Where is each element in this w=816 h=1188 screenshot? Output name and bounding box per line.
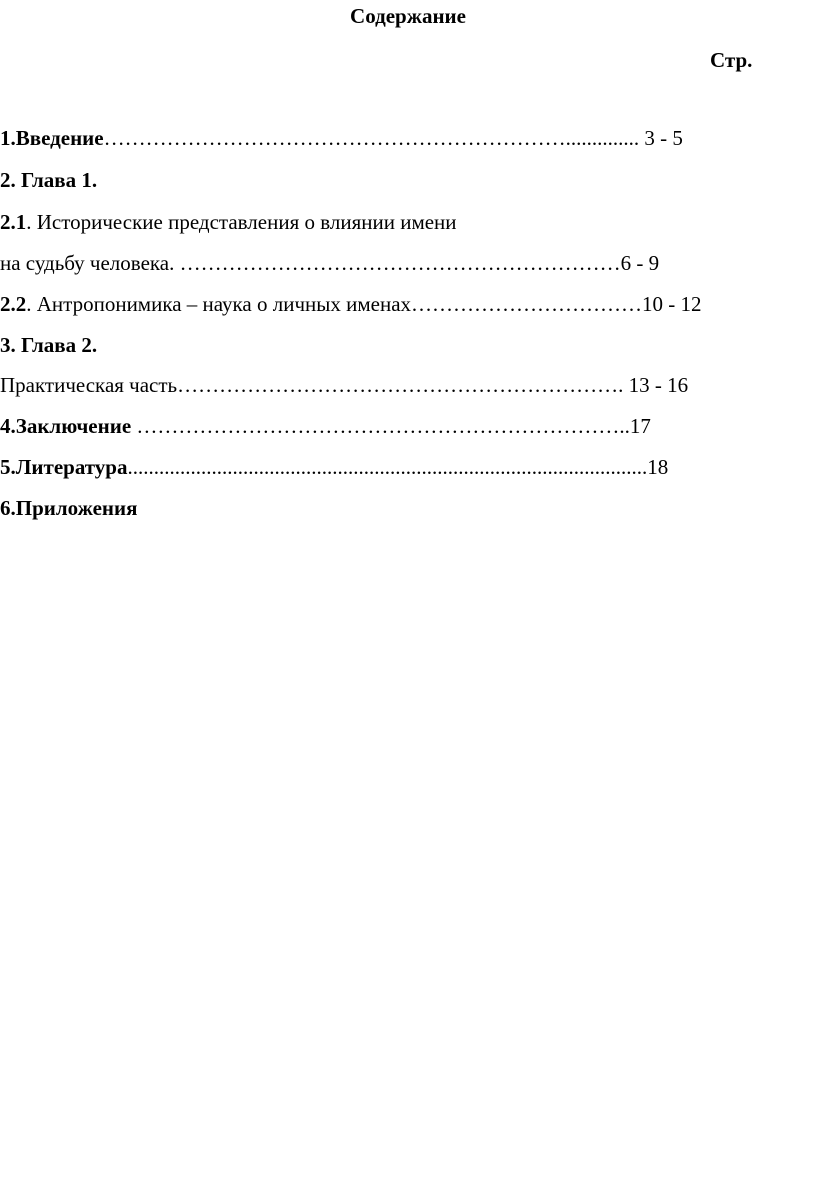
toc-number: 2.1 (0, 210, 27, 234)
document-title: Содержание (350, 4, 466, 28)
toc-dots: ................................................................................................... (127, 455, 648, 479)
toc-label: Введение (15, 126, 104, 150)
toc-number: 4. (0, 414, 16, 438)
toc-label: Практическая часть (0, 373, 178, 397)
toc-pages: 18 (647, 455, 669, 479)
toc-number: 2.2 (0, 292, 27, 316)
toc-pages: 6 - 9 (620, 251, 660, 275)
toc-label: Заключение (15, 414, 132, 438)
toc-number: 5. (0, 455, 16, 479)
toc-pages: 10 - 12 (642, 292, 702, 316)
toc-pages: 3 - 5 (639, 126, 683, 150)
toc-label: . Антропонимика – наука о личных именах (26, 292, 412, 316)
toc-number: 6. (0, 496, 16, 520)
toc-dots: ………………………………………………………. (177, 373, 624, 397)
toc-entry-section-2-1-cont (0, 251, 659, 275)
toc-dots: ……………………………………………………… (179, 251, 621, 275)
toc-dots: …………………………………………………………….. (131, 414, 630, 438)
toc-label: Литература (15, 455, 128, 479)
toc-entry-section-2-1 (0, 210, 457, 234)
toc-entry-appendix (0, 496, 137, 520)
toc-dots: ………………………………………………………….............. (103, 126, 640, 150)
toc-pages: 17 (629, 414, 651, 438)
toc-label: . Исторические представления о влиянии имени (26, 210, 457, 234)
toc-pages: 13 - 16 (623, 373, 689, 397)
toc-dots: …………………………… (411, 292, 643, 316)
toc-entry-literature (0, 455, 668, 479)
page-column-label: Стр. (710, 48, 753, 72)
toc-number: 1. (0, 126, 16, 150)
toc-entry-conclusion (0, 414, 651, 438)
toc-label: Приложения (15, 496, 138, 520)
toc-entry-practical (0, 373, 688, 397)
toc-label: на судьбу человека. (0, 251, 180, 275)
toc-entry-section-2-2 (0, 292, 702, 316)
toc-chapter-2-heading: 3. Глава 2. (0, 333, 98, 357)
toc-chapter-1-heading: 2. Глава 1. (0, 168, 98, 192)
toc-entry-intro (0, 126, 683, 150)
